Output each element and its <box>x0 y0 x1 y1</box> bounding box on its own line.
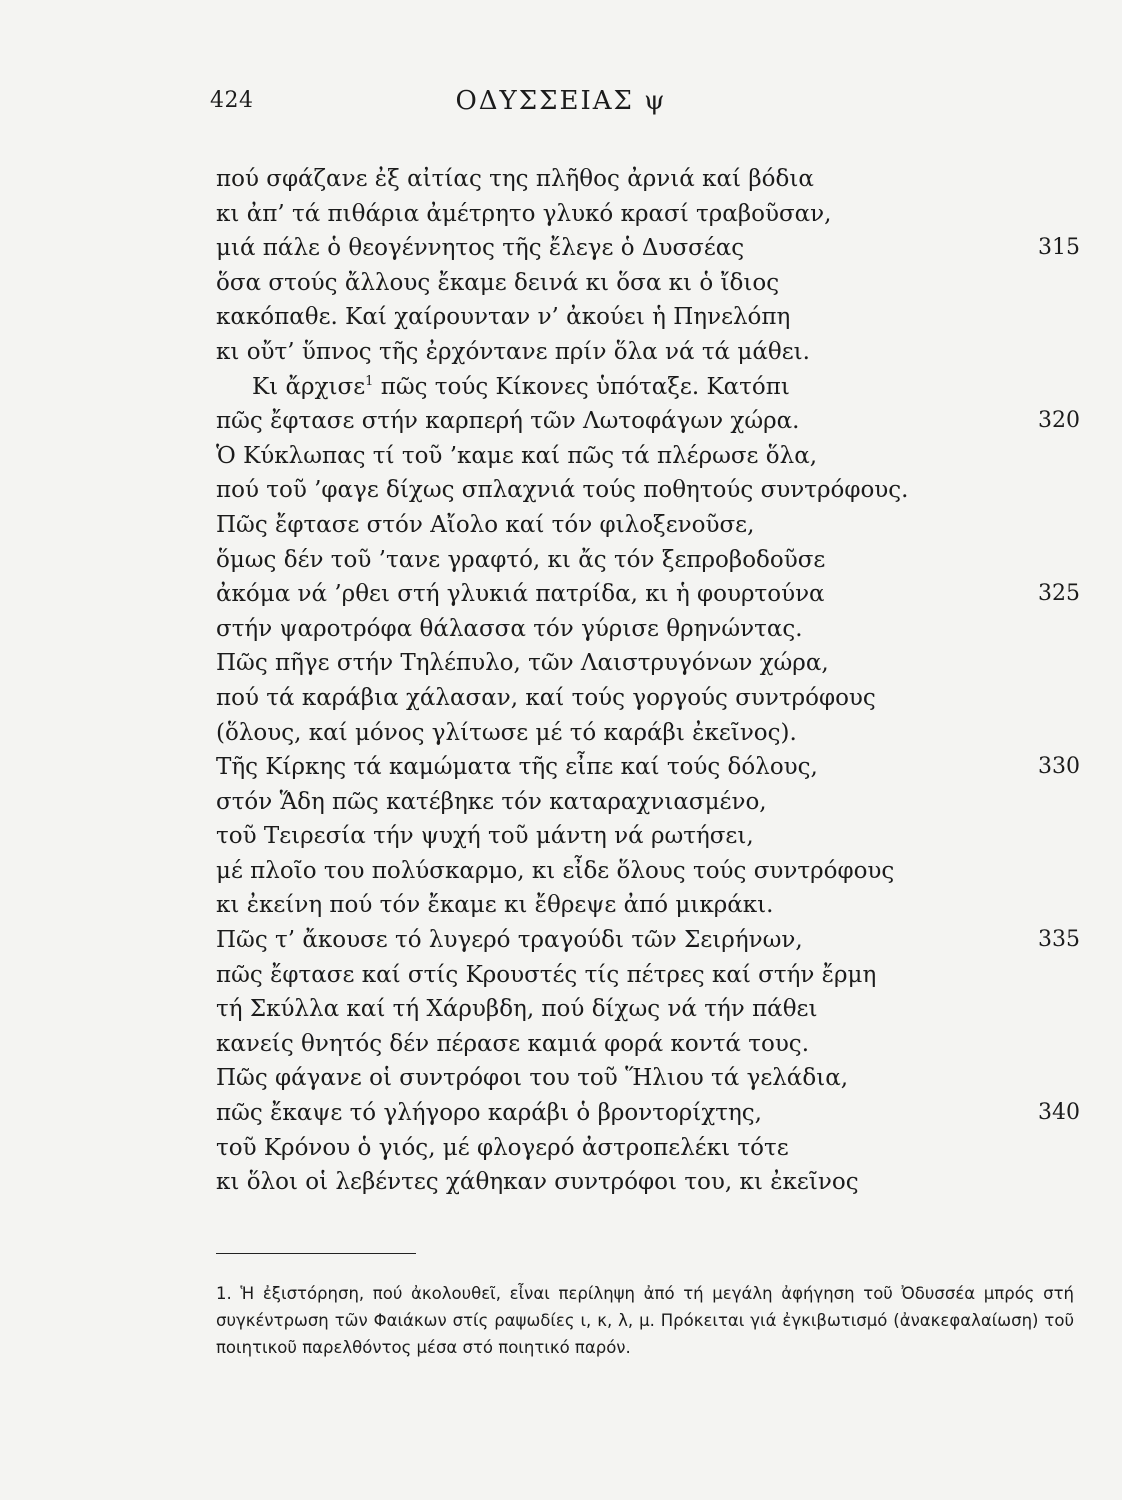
poem-line-text: μιά πάλε ὁ θεογέννητος τῆς ἔλεγε ὁ Δυσσέας <box>216 235 745 262</box>
poem-line-text: πῶς ἔφτασε στήν καρπερή τῶν Λωτοφάγων χώρα. <box>216 408 800 435</box>
footnote-divider <box>216 1253 416 1254</box>
poem-line-text: στήν ψαροτρόφα θάλασσα τόν γύρισε θρηνώντας. <box>216 615 803 642</box>
poem-line <box>216 370 1080 405</box>
line-number: 315 <box>1038 235 1080 261</box>
poem-line <box>216 300 1080 335</box>
poem-line-text: Τῆς Κίρκης τά καμώματα τῆς εἶπε καί τούς δόλους, <box>216 754 818 781</box>
line-number: 330 <box>1038 754 1080 780</box>
poem-line-text: κακόπαθε. Καί χαίρουνταν ν’ ἀκούει ἡ Πηνελόπη <box>216 304 791 331</box>
poem-line <box>216 543 1080 578</box>
poem-line <box>216 716 1080 751</box>
poem-line <box>216 1131 1080 1166</box>
poem-line <box>216 819 1080 854</box>
poem-line <box>216 439 1080 474</box>
poem-line-text: πῶς ἔκαψε τό γλήγορο καράβι ὁ βροντορίχτης, <box>216 1100 762 1127</box>
poem-text <box>216 162 1080 1200</box>
poem-line <box>216 750 1080 785</box>
poem-line-text: κι ἐκείνη πού τόν ἔκαμε κι ἔθρεψε ἀπό μικράκι. <box>216 892 774 919</box>
poem-line <box>216 612 1080 647</box>
poem-line-text-part: πῶς τούς Κίκονες ὑπόταξε. Κατόπι <box>373 373 790 400</box>
line-number: 340 <box>1038 1100 1080 1126</box>
poem-line-text: Πῶς φάγανε οἱ συντρόφοι του τοῦ Ἥλιου τά γελάδια, <box>216 1065 849 1092</box>
poem-line-text: κι ἀπ’ τά πιθάρια ἀμέτρητο γλυκό κρασί τραβοῦσαν, <box>216 200 832 227</box>
poem-line-text: Πῶς τ’ ἄκουσε τό λυγερό τραγούδι τῶν Σειρήνων, <box>216 927 803 954</box>
poem-line <box>216 681 1080 716</box>
poem-line-text: πού τά καράβια χάλασαν, καί τούς γοργούς συντρόφους <box>216 684 876 711</box>
poem-line <box>216 1027 1080 1062</box>
poem-line-text: ἀκόμα νά ’ρθει στή γλυκιά πατρίδα, κι ἡ φουρτούνα <box>216 581 825 608</box>
poem-line-text: τοῦ Κρόνου ὁ γιός, μέ φλογερό ἀστροπελέκι τότε <box>216 1134 789 1161</box>
poem-line-text: πού τοῦ ’φαγε δίχως σπλαχνιά τούς ποθητούς συντρόφους. <box>216 477 909 504</box>
line-number: 320 <box>1038 408 1080 434</box>
footnote: 1. Ἡ ἐξιστόρηση, πού ἀκολουθεῖ, εἶναι περίληψη ἀπό τή μεγάλη ἀφήγηση τοῦ Ὀδυσσέα μπρός στή συγκέντρωση τῶν Φαιάκων στίς ραψωδίες ι, κ, λ, μ. Πρόκειται γιά ἐγκιβωτισμό (ἀνακεφαλαίωση) τοῦ ποιητικοῦ παρελθόντος μέσα στό ποιητικό παρόν. <box>216 1284 1074 1357</box>
poem-line <box>216 335 1080 370</box>
line-number: 325 <box>1038 581 1080 607</box>
line-number: 335 <box>1038 927 1080 953</box>
poem-line <box>216 231 1080 266</box>
poem-line <box>216 508 1080 543</box>
poem-line-text: κανείς θνητός δέν πέρασε καμιά φορά κοντά τους. <box>216 1030 810 1057</box>
footnote-marker: 1 <box>365 373 374 389</box>
poem-line-text: Ὁ Κύκλωπας τί τοῦ ’καμε καί πῶς τά πλέρωσε ὅλα, <box>216 442 818 469</box>
poem-line-text-part: Κι ἄρχισε <box>252 373 366 400</box>
poem-line-text: τή Σκύλλα καί τή Χάρυβδη, πού δίχως νά τήν πάθει <box>216 996 818 1023</box>
poem-line-text: ὅσα στούς ἄλλους ἔκαμε δεινά κι ὅσα κι ὁ ἴδιος <box>216 269 780 296</box>
poem-line-text: Πῶς πῆγε στήν Τηλέπυλο, τῶν Λαιστρυγόνων χώρα, <box>216 650 829 677</box>
poem-line <box>216 577 1080 612</box>
poem-line-text: μέ πλοῖο του πολύσκαρμο, κι εἶδε ὅλους τούς συντρόφους <box>216 857 895 884</box>
poem-line-text: πού σφάζανε ἐξ αἰτίας της πλῆθος ἀρνιά καί βόδια <box>216 166 814 192</box>
poem-line-text: κι ὅλοι οἱ λεβέντες χάθηκαν συντρόφοι του, κι ἐκεῖνος <box>216 1169 859 1196</box>
page-number: 424 <box>210 88 254 113</box>
poem-line-text: Πῶς ἔφτασε στόν Αἴολο καί τόν φιλοξενοῦσε, <box>216 511 755 538</box>
poem-line-text: (ὅλους, καί μόνος γλίτωσε μέ τό καράβι ἐκεῖνος). <box>216 719 797 746</box>
poem-line <box>216 1061 1080 1096</box>
poem-line <box>216 197 1080 232</box>
poem-line-text: ὅμως δέν τοῦ ’τανε γραφτό, κι ἄς τόν ξεπροβοδοῦσε <box>216 546 826 573</box>
poem-line <box>216 1096 1080 1131</box>
poem-line <box>216 266 1080 301</box>
poem-line <box>216 785 1080 820</box>
poem-line-text: κι οὔτ’ ὕπνος τῆς ἐρχόντανε πρίν ὅλα νά τά μάθει. <box>216 338 810 365</box>
running-title: ΟΔΥΣΣΕΙΑΣ ψ <box>455 86 667 116</box>
poem-line-text: πῶς ἔφτασε καί στίς Κρουστές τίς πέτρες καί στήν ἔρμη <box>216 961 877 988</box>
poem-line <box>216 992 1080 1027</box>
poem-line <box>216 162 1080 197</box>
poem-line <box>216 404 1080 439</box>
poem-line <box>216 1165 1080 1200</box>
poem-line-text: τοῦ Τειρεσία τήν ψυχή τοῦ μάντη νά ρωτήσει, <box>216 823 754 850</box>
poem-line <box>216 888 1080 923</box>
poem-line <box>216 923 1080 958</box>
poem-line-text <box>216 374 790 400</box>
poem-line <box>216 958 1080 993</box>
poem-line <box>216 646 1080 681</box>
poem-line-text: στόν Ἅδη πῶς κατέβηκε τόν καταραχνιασμένο, <box>216 788 767 815</box>
poem-line <box>216 473 1080 508</box>
poem-line <box>216 854 1080 889</box>
